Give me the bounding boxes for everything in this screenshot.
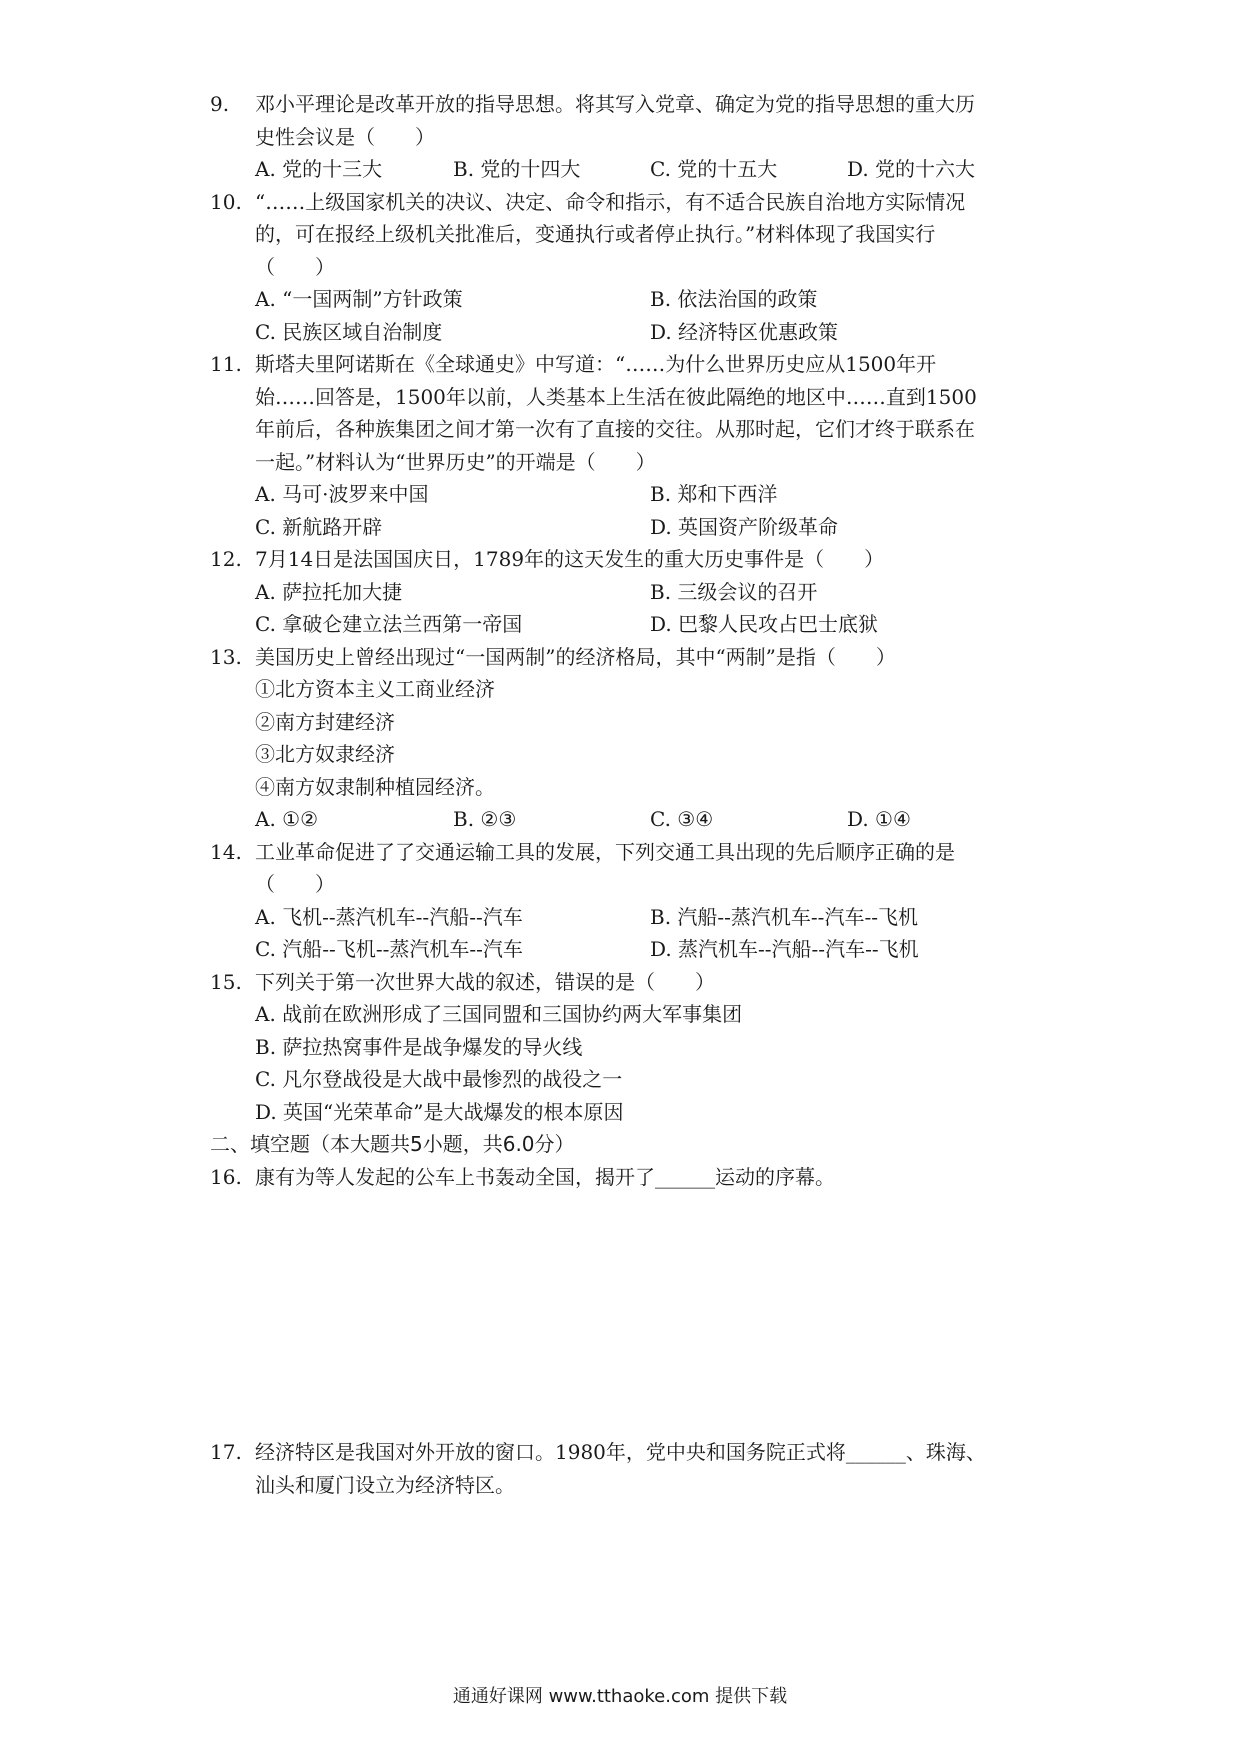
option-d: D. 党的十六大	[847, 157, 976, 181]
question-9	[210, 88, 1050, 186]
option-a: A. ①②	[255, 807, 319, 831]
option-a: A. 飞机--蒸汽机车--汽船--汽车	[255, 904, 523, 929]
section-heading: 二、填空题（本大题共5小题，共6.0分）	[210, 1132, 575, 1156]
option-a: A. 战前在欧洲形成了三国同盟和三国协约两大军事集团	[255, 1002, 743, 1026]
option-b: B. 三级会议的召开	[650, 579, 818, 604]
question-number: 12.	[210, 547, 242, 571]
option-b: B. ②③	[453, 807, 517, 831]
options-row	[255, 283, 1050, 316]
question-text-line: 经济特区是我国对外开放的窗口。1980年，党中央和国务院正式将______、珠海、	[255, 1440, 986, 1464]
question-17	[210, 1436, 1050, 1501]
question-number: 17.	[210, 1440, 242, 1464]
question-text-line: ④南方奴隶制种植园经济。	[255, 774, 495, 799]
option-b: B. 郑和下西洋	[650, 482, 778, 506]
question-text-line: 一起。”材料认为“世界历史”的开端是（ ）	[255, 449, 656, 474]
question-11	[210, 348, 1050, 543]
question-text-line: 美国历史上曾经出现过“一国两制”的经济格局，其中“两制”是指（ ）	[255, 644, 896, 669]
options-row	[255, 316, 1050, 349]
option-d: D. 英国“光荣革命”是大战爆发的根本原因	[255, 1099, 624, 1124]
question-number: 9.	[210, 92, 230, 116]
option-c: C. 新航路开辟	[255, 514, 383, 539]
options-row	[255, 478, 1050, 511]
question-15	[210, 966, 1050, 1129]
question-10	[210, 186, 1050, 349]
question-text-line: ①北方资本主义工商业经济	[255, 677, 495, 701]
option-c: C. ③④	[650, 807, 714, 831]
question-text-line: 汕头和厦门设立为经济特区。	[255, 1472, 515, 1497]
option-d: D. ①④	[847, 807, 911, 831]
option-c: C. 党的十五大	[650, 157, 778, 181]
question-16	[210, 1161, 1050, 1194]
option-c: C. 拿破仑建立法兰西第一帝国	[255, 612, 523, 636]
options-row	[255, 153, 1050, 186]
option-b: B. 萨拉热窝事件是战争爆发的导火线	[255, 1034, 583, 1059]
question-13	[210, 641, 1050, 836]
question-text-line: 邓小平理论是改革开放的指导思想。将其写入党章、确定为党的指导思想的重大历	[255, 92, 975, 116]
question-text-line: 7月14日是法国国庆日，1789年的这天发生的重大历史事件是（ ）	[255, 547, 885, 571]
question-text-line: 斯塔夫里阿诺斯在《全球通史》中写道：“……为什么世界历史应从1500年开	[255, 352, 937, 376]
question-number: 11.	[210, 352, 242, 376]
question-text-line: 的，可在报经上级机关批准后，变通执行或者停止执行。”材料体现了我国实行	[255, 222, 936, 246]
options-row	[255, 901, 1050, 934]
question-text-line: 工业革命促进了了交通运输工具的发展，下列交通工具出现的先后顺序正确的是	[255, 839, 955, 864]
page-footer: 通通好课网 www.tthaoke.com 提供下载	[452, 1686, 788, 1707]
question-text-line: 年前后，各种族集团之间才第一次有了直接的交往。从那时起，它们才终于联系在	[255, 417, 975, 441]
option-b: B. 党的十四大	[453, 157, 581, 181]
question-text-line: 史性会议是（ ）	[255, 124, 435, 149]
question-text-line: 康有为等人发起的公车上书轰动全国，揭开了______运动的序幕。	[255, 1164, 835, 1189]
options-row	[255, 511, 1050, 544]
question-number: 14.	[210, 839, 242, 864]
question-text-line: （ ）	[255, 254, 335, 279]
question-14	[210, 836, 1050, 966]
question-number: 13.	[210, 644, 242, 669]
question-text-line: ②南方封建经济	[255, 709, 395, 734]
question-number: 10.	[210, 189, 242, 214]
option-d: D. 蒸汽机车--汽船--汽车--飞机	[650, 937, 919, 961]
option-a: A. “一国两制”方针政策	[255, 287, 463, 311]
question-text-line: 下列关于第一次世界大战的叙述，错误的是（ ）	[255, 969, 715, 994]
option-b: B. 汽船--蒸汽机车--汽车--飞机	[650, 904, 918, 929]
options-row	[255, 576, 1050, 609]
options-row	[255, 803, 1050, 836]
question-text-line: 始……回答是，1500年以前，人类基本上生活在彼此隔绝的地区中……直到1500	[255, 384, 977, 409]
option-a: A. 党的十三大	[255, 157, 383, 181]
option-a: A. 萨拉托加大捷	[255, 579, 403, 604]
option-d: D. 巴黎人民攻占巴士底狱	[650, 612, 879, 636]
option-b: B. 依法治国的政策	[650, 287, 818, 311]
question-text-line: ③北方奴隶经济	[255, 742, 395, 766]
option-c: C. 汽船--飞机--蒸汽机车--汽车	[255, 937, 523, 961]
question-text-line: （ ）	[255, 872, 335, 896]
options-row	[255, 933, 1050, 966]
option-a: A. 马可·波罗来中国	[255, 482, 429, 506]
option-d: D. 经济特区优惠政策	[650, 319, 839, 344]
option-c: C. 凡尔登战役是大战中最惨烈的战役之一	[255, 1067, 623, 1091]
options-row	[255, 608, 1050, 641]
question-text-line: “……上级国家机关的决议、决定、命令和指示，有不适合民族自治地方实际情况	[255, 189, 966, 214]
question-number: 15.	[210, 969, 242, 994]
option-c: C. 民族区域自治制度	[255, 319, 443, 344]
question-number: 16.	[210, 1164, 242, 1189]
question-12	[210, 543, 1050, 641]
option-d: D. 英国资产阶级革命	[650, 514, 839, 539]
